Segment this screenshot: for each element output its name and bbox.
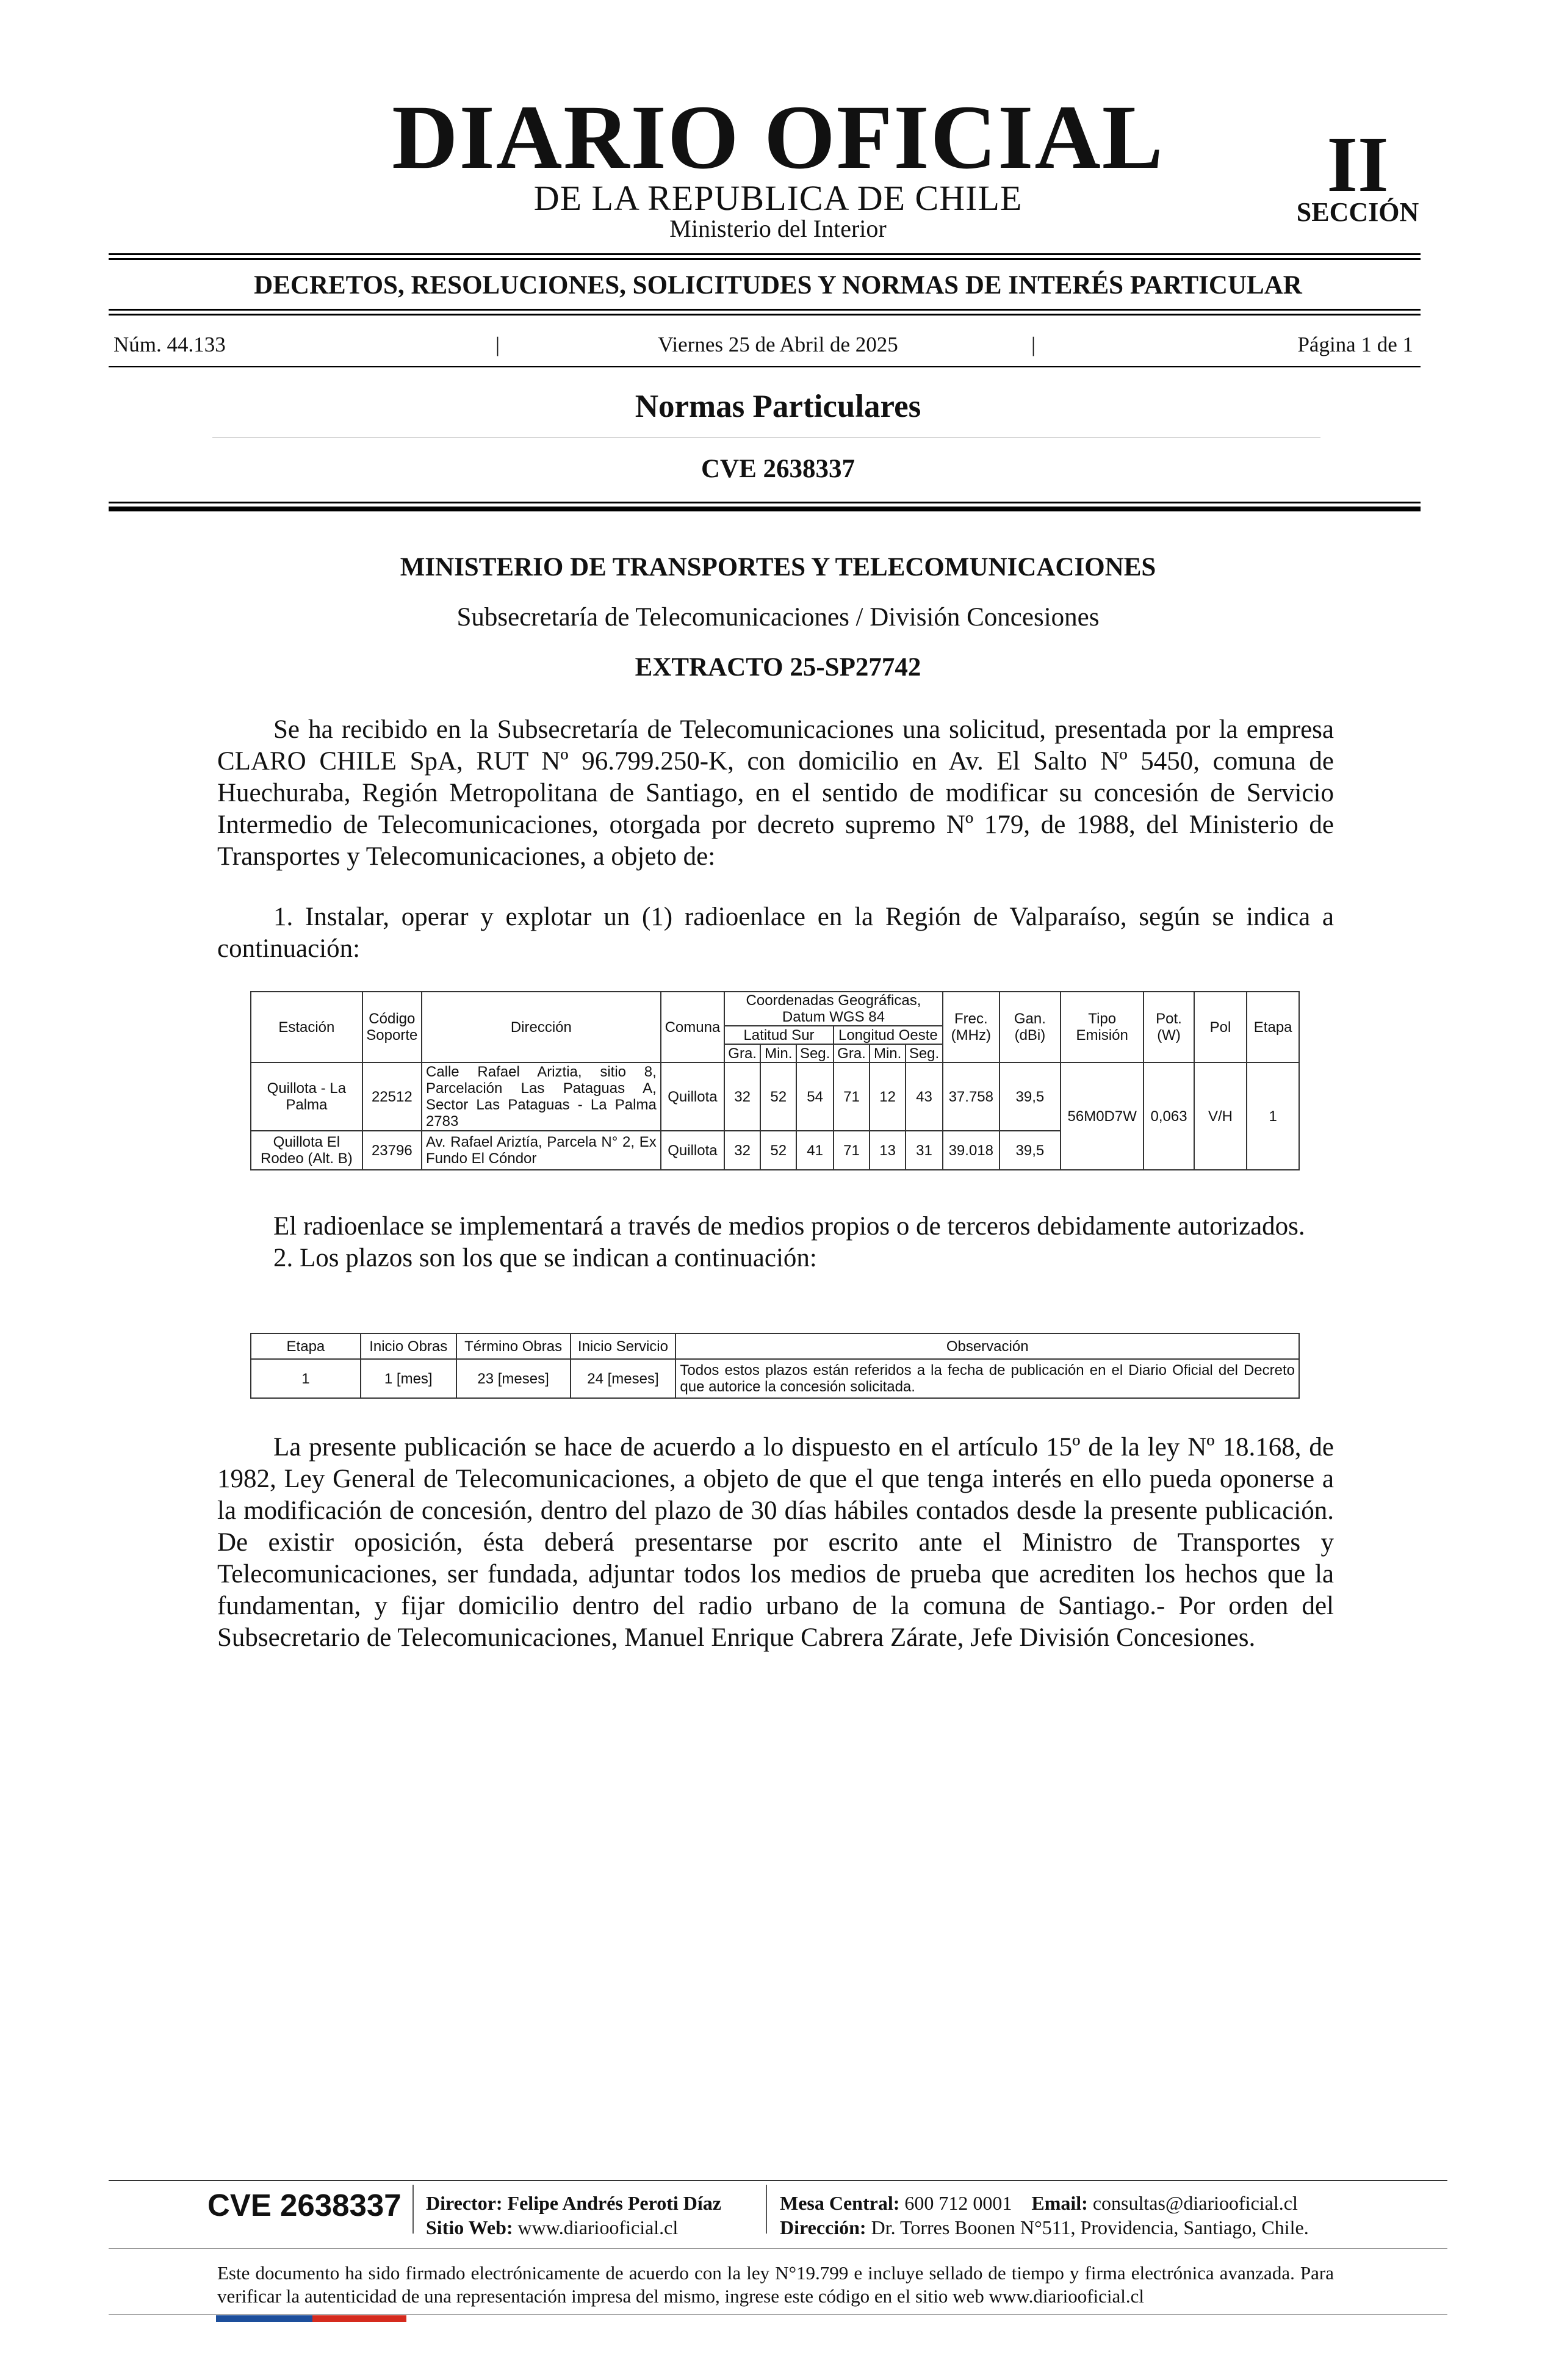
header-lon-gra: Gra. — [834, 1044, 870, 1062]
masthead-title: DIARIO OFICIAL — [392, 87, 1164, 188]
header-lat-min: Min. — [760, 1044, 796, 1062]
cell-inicio-servicio: 24 [meses] — [571, 1359, 676, 1398]
cell-etapa: 1 — [251, 1359, 361, 1398]
masthead-ministry: Ministerio del Interior — [669, 215, 887, 242]
category-title: Normas Particulares — [635, 389, 921, 424]
header-lat-seg: Seg. — [796, 1044, 834, 1062]
cell-comuna: Quillota — [661, 1131, 724, 1170]
cell-frec: 39.018 — [943, 1131, 1000, 1170]
cell-lat-gra: 32 — [724, 1062, 760, 1131]
paragraph-text: Se ha recibido en la Subsecretaría de Telecomunicaciones una solicitud, presentada por la empresa CLARO CHILE SpA, RUT Nº 96.799.250-K, con domicilio en Av. El Salto Nº 5450, comuna de Huechuraba, Región Metropolitana de Santiago, en el sentido de modificar su concesión de Servicio Intermedio de Telecomunicaciones, otorgada por decreto supremo Nº 179, de 1988, del Ministerio de Transportes y Telecomunicaciones, a objeto de: — [217, 715, 1334, 871]
extracto-title: EXTRACTO 25-SP27742 — [635, 653, 921, 682]
footer-cve-code: CVE 2638337 — [207, 2188, 402, 2223]
flag-stripe-blue — [216, 2315, 312, 2322]
footer-separator — [412, 2185, 414, 2234]
header-estacion: Estación — [251, 992, 362, 1062]
paragraph-text: 1. Instalar, operar y explotar un (1) radioenlace en la Región de Valparaíso, según se indica a continuación: — [217, 903, 1334, 963]
divider — [109, 309, 1421, 311]
cell-lat-min: 52 — [760, 1131, 796, 1170]
divider — [109, 314, 1421, 316]
cell-lat-gra: 32 — [724, 1131, 760, 1170]
footer-address — [780, 2218, 1309, 2237]
cell-pot: 0,063 — [1144, 1062, 1194, 1170]
cell-direccion: Av. Rafael Ariztía, Parcela N° 2, Ex Fundo El Cóndor — [422, 1131, 661, 1170]
cell-gan: 39,5 — [1000, 1062, 1061, 1131]
email-link[interactable]: consultas@diariooficial.cl — [1092, 2192, 1298, 2214]
header-pot: Pot. (W) — [1144, 992, 1194, 1062]
paragraph-text: 2. Los plazos son los que se indican a continuación: — [273, 1244, 817, 1272]
header-codigo: Código Soporte — [362, 992, 422, 1062]
director-label: Director: — [426, 2192, 503, 2214]
header-direccion: Dirección — [422, 992, 661, 1062]
section-roman-numeral: II — [1327, 121, 1389, 209]
cell-lon-seg: 31 — [906, 1131, 943, 1170]
section-heading: DECRETOS, RESOLUCIONES, SOLICITUDES Y NORMAS DE INTERÉS PARTICULAR — [254, 271, 1302, 300]
cell-codigo: 23796 — [362, 1131, 422, 1170]
mesa-label: Mesa Central: — [780, 2192, 900, 2214]
header-termino-obras: Término Obras — [456, 1333, 571, 1359]
footer-director — [426, 2193, 721, 2213]
header-tipo: Tipo Emisión — [1061, 992, 1144, 1062]
divider — [109, 507, 1421, 511]
header-lon-seg: Seg. — [906, 1044, 943, 1062]
header-comuna: Comuna — [661, 992, 724, 1062]
cell-comuna: Quillota — [661, 1062, 724, 1131]
cell-termino-obras: 23 [meses] — [456, 1359, 571, 1398]
footer-separator — [766, 2185, 767, 2234]
paragraph-text: La presente publicación se hace de acuerdo a lo dispuesto en el artículo 15º de la ley Nº 18.168, de 1982, Ley General de Telecomunicaciones, a objeto de que el que tenga interés en ello pueda oponerse a la modificación de concesión, dentro del plazo de 30 días hábiles contados desde la presente publicación. De existir oposición, ésta deberá presentarse por escrito ante el Ministro de Transportes y Telecomunicaciones, ser fundada, adjuntar todos los medios de prueba que acrediten los hechos que la fundamentan, y fijar domicilio dentro del radio urbano de la comuna de Santiago.- Por orden del Subsecretario de Telecomunicaciones, Manuel Enrique Cabrera Zárate, Jefe División Concesiones. — [217, 1433, 1334, 1652]
cell-codigo: 22512 — [362, 1062, 422, 1131]
page-indicator: Página 1 de 1 — [1297, 333, 1413, 356]
cell-lon-seg: 43 — [906, 1062, 943, 1131]
cve-code: CVE 2638337 — [701, 455, 855, 483]
cell-estacion: Quillota El Rodeo (Alt. B) — [251, 1131, 362, 1170]
header-frec: Frec. (MHz) — [943, 992, 1000, 1062]
footer-contact — [780, 2193, 1298, 2213]
cell-inicio-obras: 1 [mes] — [361, 1359, 456, 1398]
mesa-phone: 600 712 0001 — [904, 2192, 1012, 2214]
cell-etapa: 1 — [1247, 1062, 1299, 1170]
meta-separator: | — [1031, 333, 1036, 356]
cell-observacion: Todos estos plazos están referidos a la fecha de publicación en el Diario Oficial del Decreto que autorice la concesión solicitada. — [675, 1359, 1299, 1398]
radiolink-table — [250, 991, 1300, 1170]
table-row — [251, 1359, 1299, 1398]
header-pol: Pol — [1194, 992, 1247, 1062]
cell-lat-seg: 54 — [796, 1062, 834, 1131]
divider — [212, 437, 1320, 438]
section-label: SECCIÓN — [1296, 197, 1419, 227]
ministry-heading: MINISTERIO DE TRANSPORTES Y TELECOMUNICACIONES — [400, 553, 1156, 582]
meta-separator: | — [495, 333, 500, 356]
header-longitud: Longitud Oeste — [834, 1026, 943, 1044]
cell-lat-seg: 41 — [796, 1131, 834, 1170]
body-paragraph — [217, 714, 1334, 873]
address-label: Dirección: — [780, 2216, 866, 2238]
header-lat-gra: Gra. — [724, 1044, 760, 1062]
body-paragraph — [217, 1211, 1334, 1274]
header-observacion: Observación — [675, 1333, 1299, 1359]
cell-pol: V/H — [1194, 1062, 1247, 1170]
footer-divider — [109, 2180, 1447, 2181]
header-inicio-obras: Inicio Obras — [361, 1333, 456, 1359]
table-row — [251, 1062, 1299, 1131]
header-etapa: Etapa — [251, 1333, 361, 1359]
website-link[interactable]: www.diariooficial.cl — [517, 2216, 679, 2238]
plazos-table — [250, 1333, 1300, 1399]
cell-lon-min: 12 — [870, 1062, 906, 1131]
header-coordenadas: Coordenadas Geográficas, Datum WGS 84 — [724, 992, 943, 1026]
cell-lon-gra: 71 — [834, 1131, 870, 1170]
header-latitud: Latitud Sur — [724, 1026, 834, 1044]
subsecretaria-heading: Subsecretaría de Telecomunicaciones / División Concesiones — [456, 603, 1100, 632]
cell-frec: 37.758 — [943, 1062, 1000, 1131]
cell-lon-gra: 71 — [834, 1062, 870, 1131]
cell-tipo: 56M0D7W — [1061, 1062, 1144, 1170]
body-paragraph — [217, 1432, 1334, 1654]
footer-divider — [109, 2314, 1447, 2315]
header-gan: Gan. (dBi) — [1000, 992, 1061, 1062]
header-inicio-servicio: Inicio Servicio — [571, 1333, 676, 1359]
footer-divider — [109, 2248, 1447, 2249]
divider — [109, 502, 1421, 503]
email-label: Email: — [1031, 2192, 1088, 2214]
cell-lat-min: 52 — [760, 1062, 796, 1131]
header-etapa: Etapa — [1247, 992, 1299, 1062]
divider — [109, 258, 1421, 260]
body-paragraph — [217, 901, 1334, 965]
address-text: Dr. Torres Boonen N°511, Providencia, Santiago, Chile. — [871, 2216, 1309, 2238]
website-label: Sitio Web: — [426, 2216, 513, 2238]
divider — [109, 366, 1421, 367]
masthead-subtitle: DE LA REPUBLICA DE CHILE — [533, 178, 1023, 218]
header-lon-min: Min. — [870, 1044, 906, 1062]
issue-number: Núm. 44.133 — [113, 333, 226, 356]
cell-estacion: Quillota - La Palma — [251, 1062, 362, 1131]
flag-stripe-red — [312, 2315, 406, 2322]
divider — [109, 253, 1421, 255]
issue-date: Viernes 25 de Abril de 2025 — [658, 333, 898, 356]
paragraph-text: El radioenlace se implementará a través de medios propios o de terceros debidamente autorizados. — [273, 1212, 1305, 1241]
footer-legal-notice: Este documento ha sido firmado electrónicamente de acuerdo con la ley N°19.799 e incluye sellado de tiempo y firma electrónica avanzada. Para verificar la autenticidad de una representación impresa del mismo, ingrese este código en el sitio web www.diariooficial.cl — [217, 2262, 1334, 2307]
footer-website — [426, 2218, 678, 2237]
cell-gan: 39,5 — [1000, 1131, 1061, 1170]
cell-lon-min: 13 — [870, 1131, 906, 1170]
cell-direccion: Calle Rafael Ariztia, sitio 8, Parcelación Las Pataguas A, Sector Las Pataguas - La Palma 2783 — [422, 1062, 661, 1131]
director-name: Felipe Andrés Peroti Díaz — [507, 2192, 721, 2214]
